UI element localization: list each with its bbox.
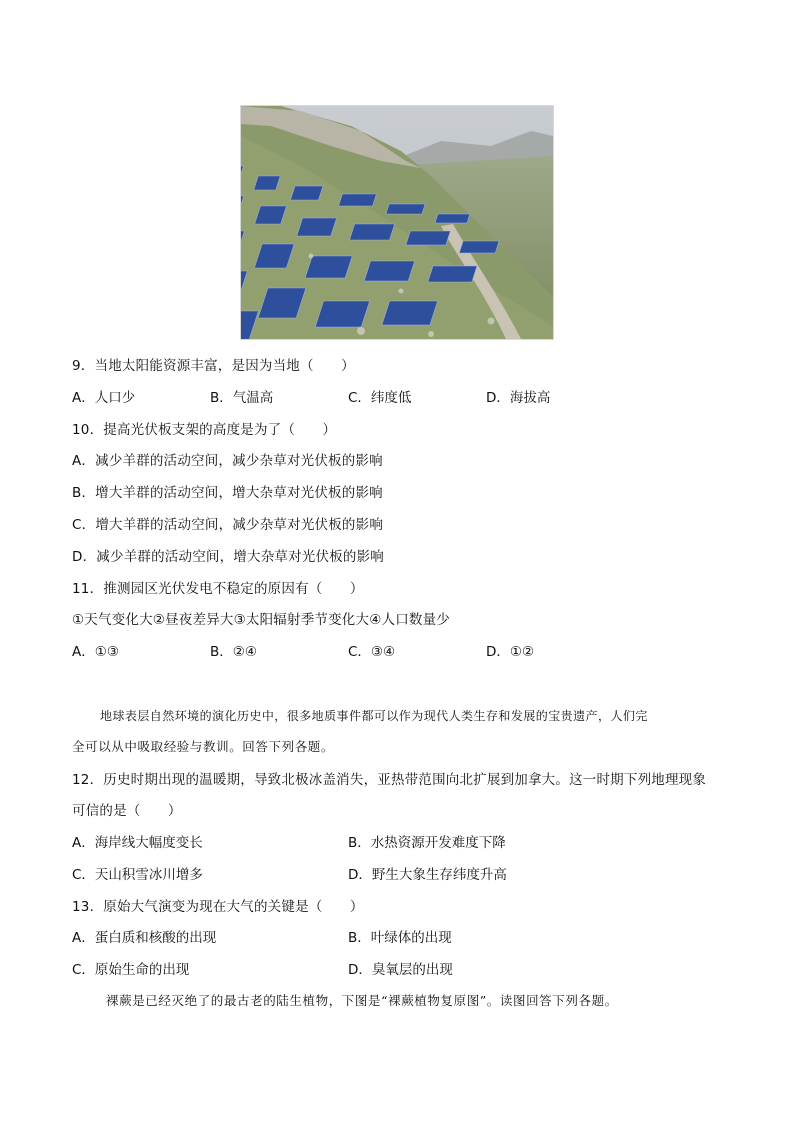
q12-option-d[interactable]: D．野生大象生存纬度升高 bbox=[348, 867, 507, 883]
q11-option-b[interactable]: B．②④ bbox=[210, 644, 257, 660]
q9-option-c[interactable]: C．纬度低 bbox=[348, 390, 412, 406]
q13-stem: 13．原始大气演变为现在大气的关键是（ ） bbox=[72, 899, 364, 915]
q11-option-a[interactable]: A．①③ bbox=[72, 644, 119, 660]
solar-panel-hillside-photo bbox=[240, 105, 554, 340]
q12-stem-line-2: 可信的是（ ） bbox=[72, 803, 182, 819]
q12-stem-line-1: 12．历史时期出现的温暖期，导致北极冰盖消失，亚热带范围向北扩展到加拿大。这一时期下列地理现象 bbox=[72, 772, 707, 788]
q13-option-d[interactable]: D．臭氧层的出现 bbox=[348, 962, 453, 978]
q11-stem: 11．推测园区光伏发电不稳定的原因有（ ） bbox=[72, 581, 364, 597]
q12-option-c[interactable]: C．天山积雪冰川增多 bbox=[72, 867, 203, 883]
q10-option-c[interactable]: C．增大羊群的活动空间，减少杂草对光伏板的影响 bbox=[72, 517, 384, 533]
q10-option-b[interactable]: B．增大羊群的活动空间，增大杂草对光伏板的影响 bbox=[72, 485, 383, 501]
q10-option-d[interactable]: D．减少羊群的活动空间，增大杂草对光伏板的影响 bbox=[72, 549, 384, 565]
q9-option-b[interactable]: B．气温高 bbox=[210, 390, 274, 406]
q11-option-c[interactable]: C．③④ bbox=[348, 644, 396, 660]
q13-option-c[interactable]: C．原始生命的出现 bbox=[72, 962, 190, 978]
q11-statements: ①天气变化大②昼夜差异大③太阳辐射季节变化大④人口数量少 bbox=[72, 612, 451, 628]
intro-passage-line-1: 地球表层自然环境的演化历史中，很多地质事件都可以作为现代人类生存和发展的宝贵遗产，人们完 bbox=[100, 709, 648, 723]
q12-option-b[interactable]: B．水热资源开发难度下降 bbox=[348, 835, 506, 851]
q10-stem: 10．提高光伏板支架的高度是为了（ ） bbox=[72, 422, 337, 438]
q9-option-d[interactable]: D．海拔高 bbox=[486, 390, 551, 406]
intro-passage-2: 裸蕨是已经灭绝了的最古老的陆生植物，下图是“裸蕨植物复原图”。读图回答下列各题。 bbox=[106, 993, 618, 1008]
q10-option-a[interactable]: A．减少羊群的活动空间，减少杂草对光伏板的影响 bbox=[72, 453, 383, 469]
q9-stem: 9．当地太阳能资源丰富，是因为当地（ ） bbox=[72, 358, 355, 374]
q13-option-a[interactable]: A．蛋白质和核酸的出现 bbox=[72, 930, 217, 946]
q13-option-b[interactable]: B．叶绿体的出现 bbox=[348, 930, 452, 946]
intro-passage-line-2: 全可以从中吸取经验与教训。回答下列各题。 bbox=[72, 739, 335, 754]
q12-option-a[interactable]: A．海岸线大幅度变长 bbox=[72, 835, 203, 851]
q9-option-a[interactable]: A．人口少 bbox=[72, 390, 136, 406]
q11-option-d[interactable]: D．①② bbox=[486, 644, 535, 660]
